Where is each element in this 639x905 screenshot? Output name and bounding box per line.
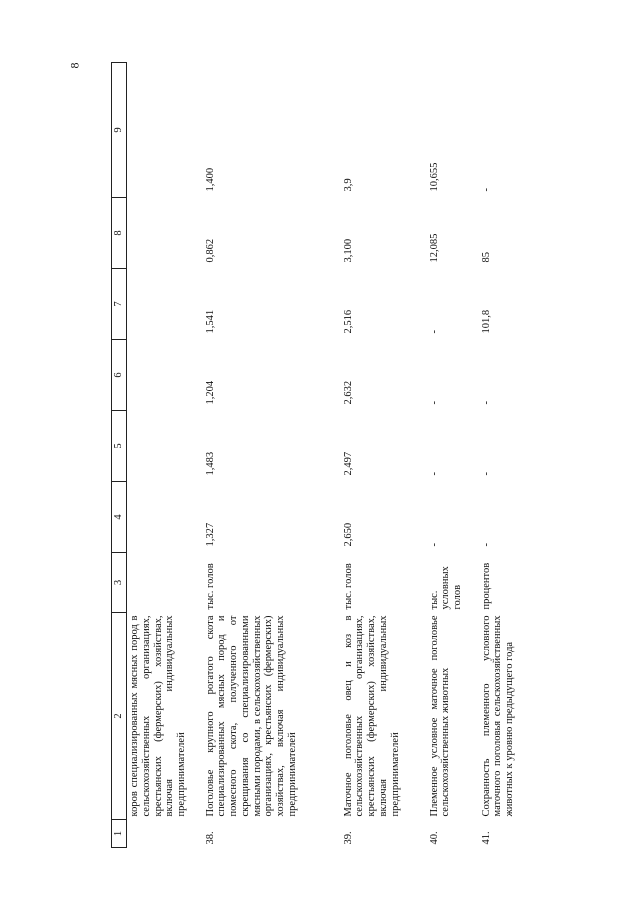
column-header: 6 <box>112 340 127 411</box>
value-col6: - <box>480 401 492 405</box>
value-col7: 101,8 <box>480 309 492 334</box>
unit <box>127 553 203 613</box>
column-header: 2 <box>112 613 127 820</box>
value-col7: 2,516 <box>342 309 354 334</box>
value-col9 <box>127 63 203 198</box>
row-number <box>127 820 203 848</box>
value-col7: - <box>428 330 440 334</box>
column-header: 4 <box>112 482 127 553</box>
value-col8 <box>127 198 203 269</box>
value-col4: - <box>428 543 440 547</box>
table-row <box>127 63 203 848</box>
value-col7 <box>127 269 203 340</box>
unit: процентов <box>480 562 492 610</box>
indicator-name: Маточное поголовье овец и коз в сельскохозяйственных организациях, крестьянских (фермерских) хозяйствах, включая индивидуальных предпринимателей <box>342 615 401 817</box>
value-col5: 2,497 <box>342 451 354 476</box>
value-col5: - <box>428 472 440 476</box>
indicators-table-rotated <box>111 63 571 848</box>
column-header: 3 <box>112 553 127 613</box>
column-number-header <box>112 63 127 848</box>
row-number: 40. <box>428 831 440 845</box>
value-col6: 1,204 <box>204 380 216 405</box>
row-number: 41. <box>480 831 492 845</box>
indicator-name: Племенное условное маточное поголовье сельскохозяйственных животных <box>428 615 452 817</box>
value-col4: - <box>480 543 492 547</box>
value-col8: 0,862 <box>204 238 216 263</box>
value-col6: - <box>428 401 440 405</box>
value-col5: 1,483 <box>204 451 216 476</box>
row-number: 38. <box>204 831 216 845</box>
row-number: 39. <box>342 831 354 845</box>
unit: тыс. условных голов <box>428 566 464 610</box>
indicators-table <box>111 62 539 848</box>
column-header: 1 <box>112 820 127 848</box>
indicator-name: Сохранность племенного условного маточного поголовья сельскохозяйственных животных к уровню предыдущего года <box>480 615 516 817</box>
value-col5: - <box>480 472 492 476</box>
table-row <box>341 63 427 848</box>
value-col8: 3,100 <box>342 238 354 263</box>
value-col9: 3,9 <box>342 178 354 192</box>
column-header: 7 <box>112 269 127 340</box>
value-col4: 1,327 <box>204 522 216 547</box>
column-header: 5 <box>112 411 127 482</box>
table-row <box>479 63 539 848</box>
value-col8: 12,085 <box>428 233 440 263</box>
unit: тыс. голов <box>342 563 354 610</box>
column-header: 8 <box>112 198 127 269</box>
unit: тыс. голов <box>204 563 216 610</box>
indicator-name: Поголовье крупного рогатого скота специализированных мясных пород и помесного скота, полученного от скрещивания со специализированными мясными породами, в сельскохозяйственных организациях, крестьянских (фермерских) хозяйствах, включая индивидуальных предпринимателей <box>204 615 299 817</box>
value-col4: 2,650 <box>342 522 354 547</box>
column-header: 9 <box>112 63 127 198</box>
value-col8: 85 <box>480 252 492 263</box>
value-col9: 1,400 <box>204 167 216 192</box>
page-number: 8 <box>67 62 82 69</box>
table-row <box>427 63 479 848</box>
value-col6: 2,632 <box>342 380 354 405</box>
table-row <box>203 63 341 848</box>
value-col9: 10,655 <box>428 162 440 192</box>
indicator-name: коров специализированных мясных пород в сельскохозяйственных организациях, крестьянских (фермерских) хозяйствах, включая индивидуальных предпринимателей <box>129 615 188 817</box>
value-col9: - <box>480 188 492 192</box>
value-col4 <box>127 482 203 553</box>
value-col5 <box>127 411 203 482</box>
value-col7: 1,541 <box>204 309 216 334</box>
value-col6 <box>127 340 203 411</box>
